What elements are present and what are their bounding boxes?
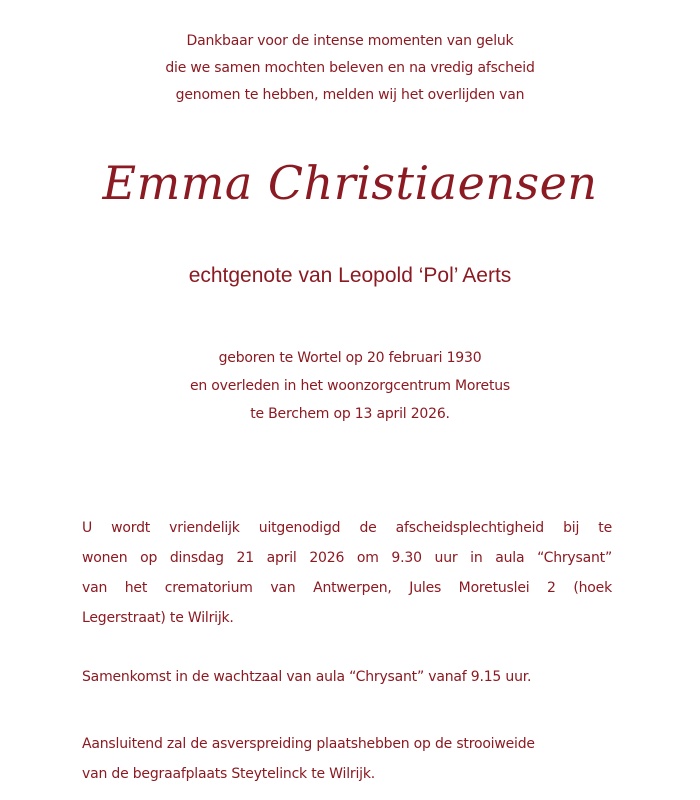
intro-line: Dankbaar voor de intense momenten van geluk xyxy=(186,33,514,49)
scattering-line: van de begraafplaats Steytelinck te Wilrijk. xyxy=(82,766,375,782)
life-details xyxy=(0,344,700,428)
invitation-line: wonen op dinsdag 21 april 2026 om 9.30 uur in aula “Chrysant” xyxy=(82,550,612,566)
scattering-paragraph xyxy=(82,729,622,789)
invitation-line: Legerstraat) te Wilrijk. xyxy=(82,610,234,626)
life-line: en overleden in het woonzorgcentrum Moretus xyxy=(189,378,511,394)
life-line: te Berchem op 13 april 2026. xyxy=(250,406,450,422)
intro-text xyxy=(0,28,700,109)
meeting-paragraph xyxy=(82,662,622,692)
invitation-line: van het crematorium van Antwerpen, Jules Moretuslei 2 (hoek xyxy=(82,580,612,596)
meeting-line: Samenkomst in de wachtzaal van aula “Chrysant” vanaf 9.15 uur. xyxy=(82,669,532,685)
invitation-paragraph xyxy=(82,513,612,633)
scattering-line: Aansluitend zal de asverspreiding plaatshebben op de strooiweide xyxy=(82,736,535,752)
intro-line: die we samen mochten beleven en na vredig afscheid xyxy=(165,60,535,76)
invitation-line: U wordt vriendelijk uitgenodigd de afscheidsplechtigheid bij te xyxy=(82,520,612,536)
spouse-line: echtgenote van Leopold ‘Pol’ Aerts xyxy=(188,264,512,287)
intro-line: genomen te hebben, melden wij het overlijden van xyxy=(175,87,525,103)
deceased-name: Emma Christiaensen xyxy=(102,156,598,210)
life-line: geboren te Wortel op 20 februari 1930 xyxy=(218,350,482,366)
